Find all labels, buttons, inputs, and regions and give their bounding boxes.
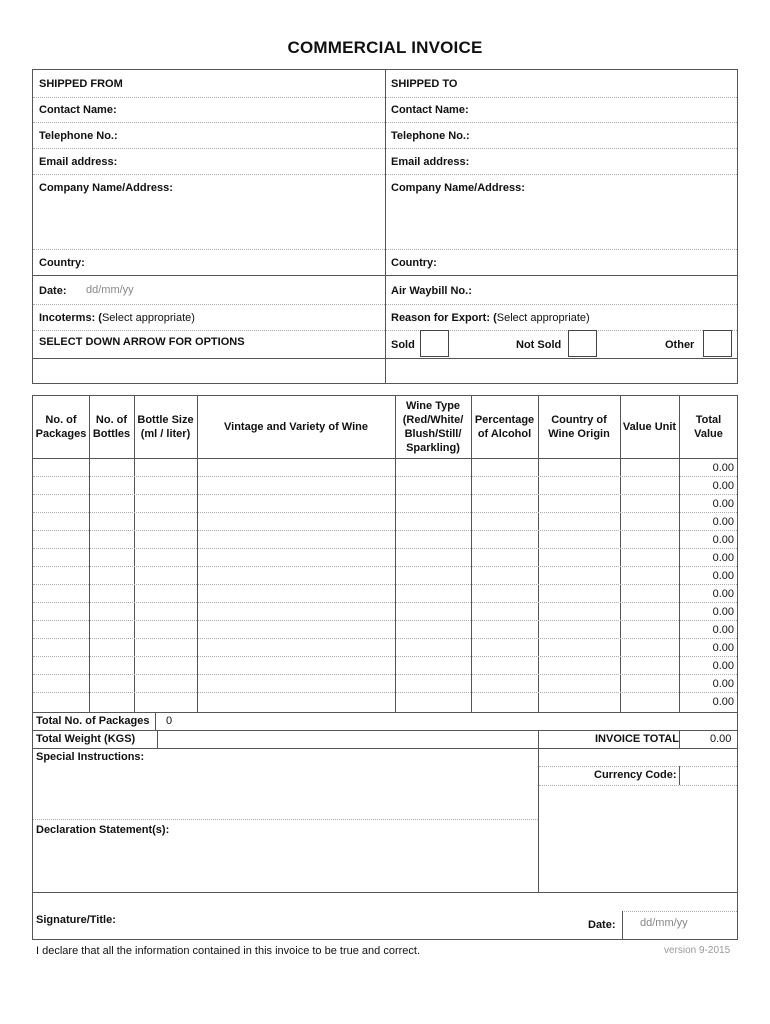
to-company-address-field[interactable]: Company Name/Address: bbox=[391, 182, 525, 194]
from-country-field[interactable]: Country: bbox=[39, 257, 85, 269]
from-company-address-field[interactable]: Company Name/Address: bbox=[39, 182, 173, 194]
declaration-statement-field[interactable]: Declaration Statement(s): bbox=[36, 824, 170, 836]
currency-code-label: Currency Code: bbox=[594, 769, 677, 781]
not-sold-checkbox[interactable] bbox=[568, 330, 597, 357]
col-header-country-origin: Country of Wine Origin bbox=[548, 414, 610, 440]
total-weight-label: Total Weight (KGS) bbox=[36, 733, 136, 745]
dropdown-note: SELECT DOWN ARROW FOR OPTIONS bbox=[39, 336, 245, 348]
row-total-value[interactable]: 0.00 bbox=[712, 570, 734, 582]
total-packages-value: 0 bbox=[166, 715, 173, 727]
incoterms-select[interactable] bbox=[39, 312, 195, 324]
signature-date-label: Date: bbox=[588, 919, 616, 931]
shipped-from-header: SHIPPED FROM bbox=[39, 78, 123, 90]
row-total-value[interactable]: 0.00 bbox=[712, 588, 734, 600]
other-label: Other bbox=[665, 339, 695, 351]
signature-title-field[interactable]: Signature/Title: bbox=[36, 914, 116, 926]
version-label: version 9-2015 bbox=[664, 945, 731, 956]
row-total-value[interactable]: 0.00 bbox=[712, 480, 734, 492]
currency-code-input[interactable] bbox=[681, 767, 736, 784]
col-header-bottle-size: Bottle Size (ml / liter) bbox=[137, 414, 194, 440]
row-total-value[interactable]: 0.00 bbox=[712, 660, 734, 672]
to-country-field[interactable]: Country: bbox=[391, 257, 437, 269]
to-telephone-field[interactable]: Telephone No.: bbox=[391, 130, 470, 142]
col-header-value-unit: Value Unit bbox=[622, 421, 677, 433]
reason-label: Reason for Export: ( bbox=[391, 312, 497, 324]
not-sold-label: Not Sold bbox=[516, 339, 562, 351]
row-total-value[interactable]: 0.00 bbox=[712, 696, 734, 708]
row-total-value[interactable]: 0.00 bbox=[712, 606, 734, 618]
from-telephone-field[interactable]: Telephone No.: bbox=[39, 130, 118, 142]
shipped-to-header: SHIPPED TO bbox=[391, 78, 458, 90]
row-total-value[interactable]: 0.00 bbox=[712, 534, 734, 546]
special-instructions-field[interactable]: Special Instructions: bbox=[36, 751, 145, 763]
reason-for-export-select[interactable] bbox=[391, 312, 590, 324]
row-total-value[interactable]: 0.00 bbox=[712, 642, 734, 654]
col-header-wine-type: Wine Type (Red/White/ Blush/Still/ Sparkling) bbox=[402, 400, 464, 454]
from-email-field[interactable]: Email address: bbox=[39, 156, 118, 168]
sold-checkbox[interactable] bbox=[420, 330, 449, 357]
row-total-value[interactable]: 0.00 bbox=[712, 498, 734, 510]
col-header-alcohol: Percentage of Alcohol bbox=[474, 414, 535, 440]
sold-label: Sold bbox=[391, 339, 415, 351]
row-total-value[interactable]: 0.00 bbox=[712, 516, 734, 528]
address-divider bbox=[385, 69, 386, 384]
total-packages-label: Total No. of Packages bbox=[36, 715, 150, 727]
total-weight-input[interactable] bbox=[159, 732, 536, 747]
to-contact-name-field[interactable]: Contact Name: bbox=[391, 104, 469, 116]
incoterms-label: Incoterms: ( bbox=[39, 312, 102, 324]
row-total-value[interactable]: 0.00 bbox=[712, 624, 734, 636]
invoice-total-value: 0.00 bbox=[710, 733, 732, 745]
row-total-value[interactable]: 0.00 bbox=[712, 678, 734, 690]
invoice-total-label: INVOICE TOTAL bbox=[595, 733, 679, 745]
signature-date-input[interactable]: dd/mm/yy bbox=[640, 917, 688, 929]
incoterms-hint: Select appropriate) bbox=[101, 312, 195, 324]
page-title: COMMERCIAL INVOICE bbox=[287, 38, 483, 57]
from-contact-name-field[interactable]: Contact Name: bbox=[39, 104, 117, 116]
col-header-vintage-variety: Vintage and Variety of Wine bbox=[224, 421, 368, 433]
date-input[interactable]: dd/mm/yy bbox=[86, 284, 134, 296]
date-label: Date: bbox=[39, 285, 67, 297]
col-header-packages: No. of Packages bbox=[35, 414, 87, 440]
other-checkbox[interactable] bbox=[703, 330, 732, 357]
col-header-total-value: Total Value bbox=[694, 414, 723, 440]
to-email-field[interactable]: Email address: bbox=[391, 156, 470, 168]
air-waybill-field[interactable]: Air Waybill No.: bbox=[391, 285, 472, 297]
footer-declaration: I declare that all the information contained in this invoice to be true and correct. bbox=[36, 945, 420, 957]
row-total-value[interactable]: 0.00 bbox=[712, 462, 734, 474]
reason-hint: Select appropriate) bbox=[496, 312, 590, 324]
col-header-bottles: No. of Bottles bbox=[92, 414, 131, 440]
row-total-value[interactable]: 0.00 bbox=[712, 552, 734, 564]
